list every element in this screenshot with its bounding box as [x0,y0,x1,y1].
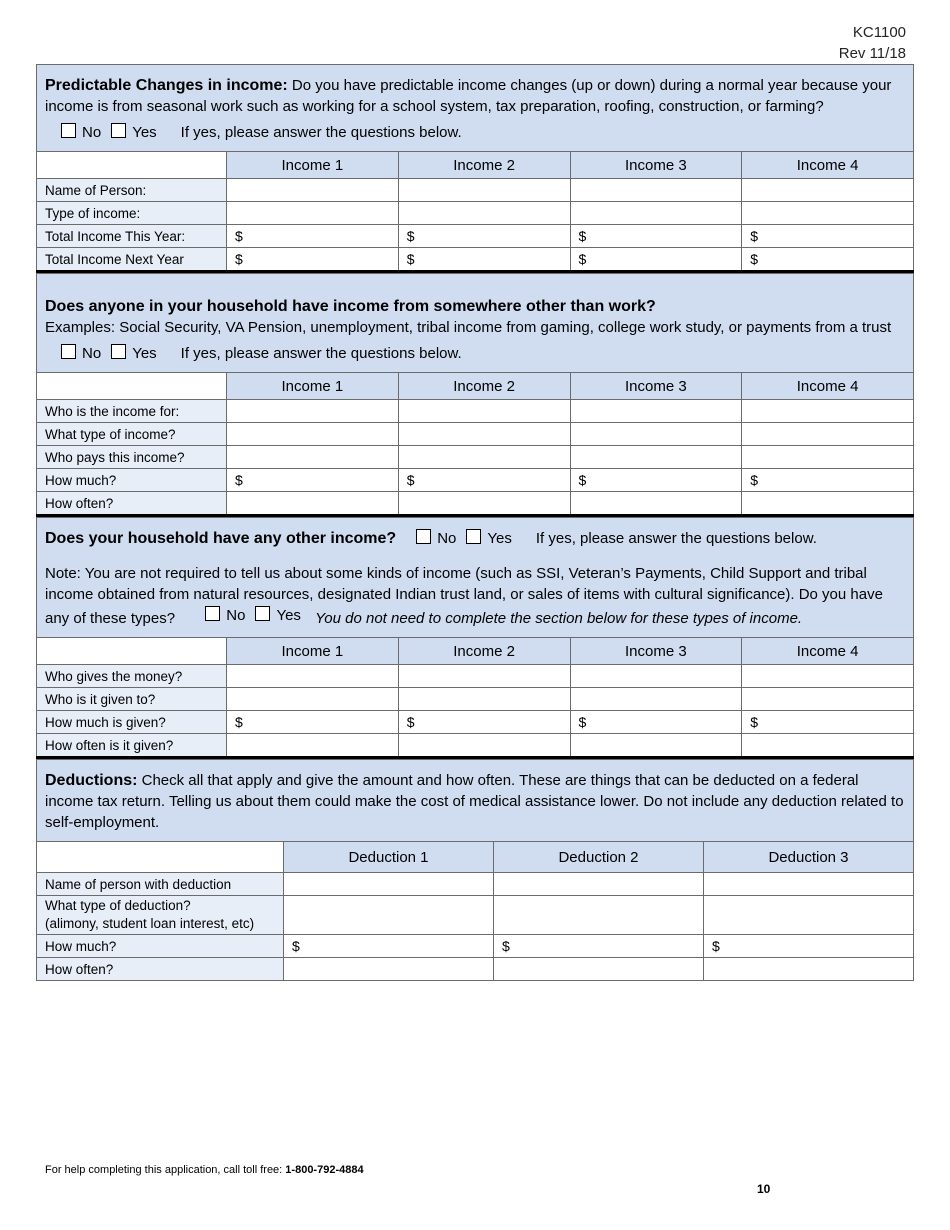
input-cell[interactable] [570,423,742,446]
no-label: No [82,345,102,362]
column-header: Income 1 [227,373,399,400]
table-row [37,958,914,981]
row-label: Who pays this income? [37,446,227,469]
table-row [37,665,914,688]
section-title: Does anyone in your household have income from somewhere other than work? [45,298,656,315]
amount-cell[interactable]: $ [227,248,399,272]
input-cell[interactable] [742,688,914,711]
any-other-income-section [36,517,914,637]
table-row [37,734,914,758]
yes-checkbox[interactable] [466,529,481,544]
input-cell[interactable] [704,896,914,935]
input-cell[interactable] [742,202,914,225]
input-cell[interactable] [570,202,742,225]
table-row [37,688,914,711]
header-blank [37,373,227,400]
deductions-section [36,759,914,841]
yes-label: Yes [132,345,157,362]
input-cell[interactable] [494,958,704,981]
input-cell[interactable] [398,688,570,711]
row-label: Total Income Next Year [37,248,227,272]
column-header: Deduction 1 [284,842,494,873]
revision-date: Rev 11/18 [838,45,906,62]
input-cell[interactable] [570,446,742,469]
predictable-income-table [36,151,914,273]
amount-cell[interactable]: $ [398,225,570,248]
yes-no-row [45,343,905,364]
note-text: Note: You are not required to tell us about some kinds of income (such as SSI, Veteran’s Payments, Child Support and tribal income obtained from natural resources, designated Indian trust land, or sales of items with cultural significance). Do you have any of these types? [45,565,883,627]
row-label: Who is it given to? [37,688,227,711]
input-cell[interactable] [570,734,742,758]
table-row [37,225,914,248]
input-cell[interactable] [284,873,494,896]
column-header: Income 1 [227,638,399,665]
no-label: No [437,530,457,547]
input-cell[interactable] [227,446,399,469]
amount-cell[interactable]: $ [284,935,494,958]
input-cell[interactable] [227,688,399,711]
column-header: Income 2 [398,373,570,400]
input-cell[interactable] [742,400,914,423]
amount-cell[interactable]: $ [227,711,399,734]
other-income-table [36,372,914,517]
form-header [839,22,906,64]
row-label: How often? [37,958,284,981]
row-label: How often is it given? [37,734,227,758]
input-cell[interactable] [494,873,704,896]
amount-cell[interactable]: $ [570,225,742,248]
table-header-row [37,373,914,400]
table-header-row [37,152,914,179]
amount-cell[interactable]: $ [742,469,914,492]
input-cell[interactable] [227,665,399,688]
input-cell[interactable] [398,734,570,758]
input-cell[interactable] [398,423,570,446]
input-cell[interactable] [227,179,399,202]
instruction-text: If yes, please answer the questions below. [180,124,462,141]
row-label: How much? [37,469,227,492]
row-label-line: (alimony, student loan interest, etc) [45,916,255,931]
amount-cell[interactable]: $ [398,469,570,492]
yes-checkbox[interactable] [111,123,126,138]
column-header: Income 3 [570,152,742,179]
amount-cell[interactable]: $ [570,469,742,492]
section-text: Do you have predictable income changes (up or down) during a normal year because your income is from seasonal work such as working for a school system, tax preparation, roofing, construction, or farming? [45,77,892,115]
input-cell[interactable] [704,873,914,896]
help-phone-number: 1-800-792-4884 [285,1164,364,1176]
no-checkbox[interactable] [416,529,431,544]
yes-label: Yes [132,124,157,141]
input-cell[interactable] [704,958,914,981]
input-cell[interactable] [398,202,570,225]
note-no-checkbox[interactable] [205,606,220,621]
input-cell[interactable] [398,400,570,423]
section-text: Check all that apply and give the amount and how often. These are things that can be deducted on a federal income tax return. Telling us about them could make the cost of medical assistance lower. Do not include any deduction related to self-employment. [45,772,904,831]
given-income-table [36,637,914,759]
section-title: Predictable Changes in income: [45,77,288,94]
input-cell[interactable] [227,202,399,225]
row-label: Who gives the money? [37,665,227,688]
application-form [36,64,914,981]
header-blank [37,842,284,873]
amount-cell[interactable]: $ [570,248,742,272]
yes-label: Yes [487,530,512,547]
input-cell[interactable] [398,446,570,469]
column-header: Income 4 [742,638,914,665]
input-cell[interactable] [227,734,399,758]
section-title: Deductions: [45,772,138,789]
no-label: No [82,124,102,141]
input-cell[interactable] [742,179,914,202]
row-label: What type of income? [37,423,227,446]
input-cell[interactable] [570,688,742,711]
instruction-text: If yes, please answer the questions below. [180,345,462,362]
table-row [37,423,914,446]
table-header-row [37,638,914,665]
section-title: Does your household have any other income? [45,530,397,547]
amount-cell[interactable]: $ [742,711,914,734]
input-cell[interactable] [570,400,742,423]
input-cell[interactable] [398,492,570,516]
amount-cell[interactable]: $ [742,248,914,272]
table-header-row [37,842,914,873]
input-cell[interactable] [398,179,570,202]
no-checkbox[interactable] [61,123,76,138]
amount-cell[interactable]: $ [704,935,914,958]
column-header: Income 4 [742,373,914,400]
no-checkbox[interactable] [61,344,76,359]
column-header: Deduction 2 [494,842,704,873]
note-paragraph [45,563,905,629]
table-row [37,896,914,935]
input-cell[interactable] [398,665,570,688]
table-row [37,469,914,492]
input-cell[interactable] [570,179,742,202]
input-cell[interactable] [570,492,742,516]
input-cell[interactable] [284,958,494,981]
note-yes-label: Yes [276,607,301,624]
row-label: How much is given? [37,711,227,734]
column-header: Deduction 3 [704,842,914,873]
deductions-table [36,841,914,981]
yes-checkbox[interactable] [111,344,126,359]
column-header: Income 4 [742,152,914,179]
row-label: Name of Person: [37,179,227,202]
row-label: Type of income: [37,202,227,225]
note-instruction: You do not need to complete the section below for these types of income. [315,610,803,627]
input-cell[interactable] [742,423,914,446]
input-cell[interactable] [494,896,704,935]
row-label-line: What type of deduction? [45,898,191,913]
form-code: KC1100 [852,24,906,41]
amount-cell[interactable]: $ [398,711,570,734]
amount-cell[interactable]: $ [570,711,742,734]
table-row [37,873,914,896]
yes-no-row [45,122,905,143]
other-than-work-section [36,273,914,372]
column-header: Income 1 [227,152,399,179]
row-label: How much? [37,935,284,958]
table-row [37,179,914,202]
input-cell[interactable] [227,423,399,446]
predictable-changes-section [36,64,914,151]
input-cell[interactable] [742,446,914,469]
row-label: Name of person with deduction [37,873,284,896]
table-row [37,202,914,225]
note-yes-checkbox[interactable] [255,606,270,621]
row-label [37,896,284,935]
table-row [37,935,914,958]
section-examples: Examples: Social Security, VA Pension, unemployment, tribal income from gaming, college work study, or payments from a trust [45,319,892,336]
input-cell[interactable] [742,734,914,758]
table-row [37,400,914,423]
header-blank [37,152,227,179]
input-cell[interactable] [227,492,399,516]
table-row [37,711,914,734]
input-cell[interactable] [742,665,914,688]
amount-cell[interactable]: $ [494,935,704,958]
instruction-text: If yes, please answer the questions below. [535,530,817,547]
input-cell[interactable] [227,400,399,423]
row-label: How often? [37,492,227,516]
help-footer [45,1164,364,1176]
input-cell[interactable] [570,665,742,688]
table-row [37,248,914,272]
column-header: Income 2 [398,638,570,665]
page-number: 10 [757,1182,771,1196]
amount-cell[interactable]: $ [398,248,570,272]
column-header: Income 3 [570,638,742,665]
amount-cell[interactable]: $ [227,469,399,492]
amount-cell[interactable]: $ [227,225,399,248]
input-cell[interactable] [742,492,914,516]
amount-cell[interactable]: $ [742,225,914,248]
note-no-label: No [226,607,246,624]
column-header: Income 2 [398,152,570,179]
table-row [37,446,914,469]
row-label: Total Income This Year: [37,225,227,248]
column-header: Income 3 [570,373,742,400]
table-row [37,492,914,516]
row-label: Who is the income for: [37,400,227,423]
header-blank [37,638,227,665]
input-cell[interactable] [284,896,494,935]
help-text: For help completing this application, call toll free: [45,1164,283,1176]
